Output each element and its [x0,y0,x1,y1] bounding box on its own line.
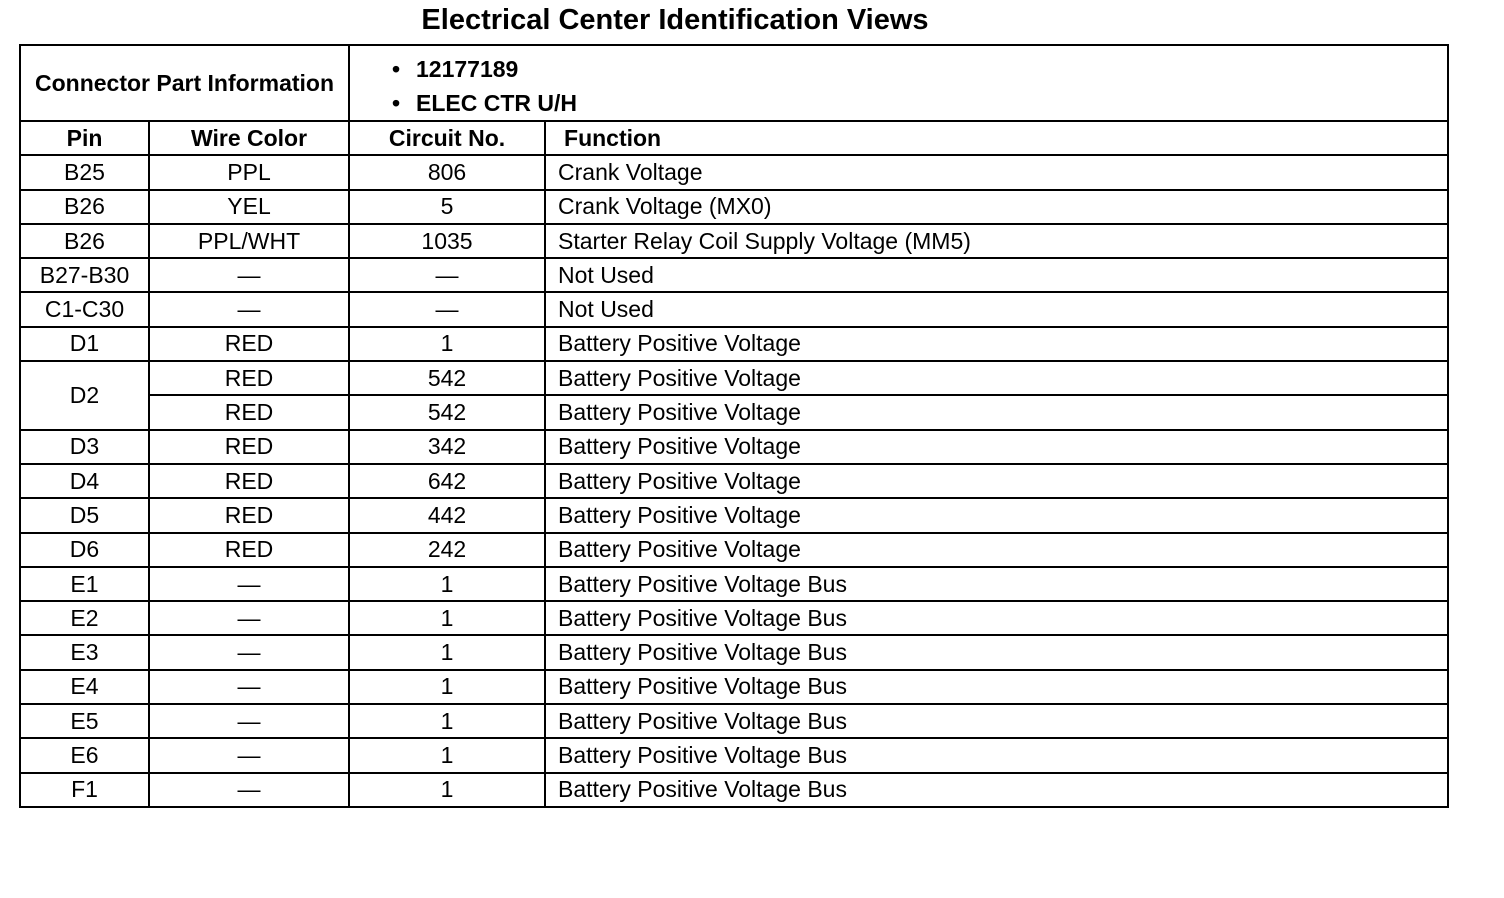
function-cell: Not Used [545,292,1448,326]
pin-cell: B25 [20,155,149,189]
function-cell: Starter Relay Coil Supply Voltage (MM5) [545,224,1448,258]
table-row [20,361,1448,395]
circuit-no-cell: 1 [349,670,545,704]
header-pin: Pin [20,121,149,155]
circuit-no-cell: — [349,292,545,326]
circuit-no-cell: 442 [349,498,545,532]
circuit-no-cell: 1 [349,327,545,361]
wire-color-cell: RED [149,327,349,361]
table-row [20,533,1448,567]
function-cell: Crank Voltage (MX0) [545,190,1448,224]
pin-cell: D2 [20,361,149,430]
pin-cell: E4 [20,670,149,704]
function-cell: Battery Positive Voltage [545,464,1448,498]
table-row [20,155,1448,189]
table-row [20,670,1448,704]
circuit-no-cell: 1 [349,567,545,601]
table-row [20,464,1448,498]
circuit-no-cell: 5 [349,190,545,224]
wire-color-cell: — [149,292,349,326]
circuit-no-cell: 806 [349,155,545,189]
circuit-no-cell: 242 [349,533,545,567]
page-title [0,4,1350,37]
function-cell: Battery Positive Voltage Bus [545,773,1448,807]
wire-color-cell: PPL [149,155,349,189]
table-row [20,430,1448,464]
wire-color-cell: — [149,670,349,704]
circuit-no-cell: 342 [349,430,545,464]
connector-pin-table [19,44,1449,808]
wire-color-cell: RED [149,361,349,395]
wire-color-cell: RED [149,395,349,429]
page-title-text: Electrical Center Identification Views [421,4,929,36]
connector-description: • ELEC CTR U/H [392,86,1447,120]
table-row [20,738,1448,772]
pin-cell: E3 [20,635,149,669]
function-cell: Battery Positive Voltage Bus [545,704,1448,738]
function-cell: Battery Positive Voltage Bus [545,738,1448,772]
wire-color-cell: — [149,773,349,807]
circuit-no-cell: 642 [349,464,545,498]
connector-info-values [349,45,1448,121]
pin-cell: B26 [20,190,149,224]
function-cell: Not Used [545,258,1448,292]
circuit-no-cell: 542 [349,361,545,395]
function-cell: Battery Positive Voltage Bus [545,670,1448,704]
function-cell: Battery Positive Voltage [545,498,1448,532]
pin-cell: D4 [20,464,149,498]
pin-cell: C1-C30 [20,292,149,326]
function-cell: Battery Positive Voltage Bus [545,635,1448,669]
pin-cell: D3 [20,430,149,464]
function-cell: Battery Positive Voltage [545,430,1448,464]
circuit-no-cell: 1035 [349,224,545,258]
pin-cell: D1 [20,327,149,361]
pin-cell: D6 [20,533,149,567]
wire-color-cell: — [149,738,349,772]
wire-color-cell: — [149,601,349,635]
table-row [20,567,1448,601]
circuit-no-cell: 1 [349,601,545,635]
function-cell: Battery Positive Voltage [545,327,1448,361]
pin-cell: E6 [20,738,149,772]
header-function: Function [545,121,1448,155]
header-wire-color: Wire Color [149,121,349,155]
wire-color-cell: — [149,704,349,738]
wire-color-cell: RED [149,464,349,498]
function-cell: Crank Voltage [545,155,1448,189]
wire-color-cell: RED [149,498,349,532]
table-row [20,292,1448,326]
header-circuit-no: Circuit No. [349,121,545,155]
connector-info-row [20,45,1448,121]
wire-color-cell: RED [149,533,349,567]
table-row [20,601,1448,635]
connector-info-label: Connector Part Information [20,45,349,121]
table-row [20,327,1448,361]
pin-cell: E1 [20,567,149,601]
pin-cell: E2 [20,601,149,635]
pin-cell: B26 [20,224,149,258]
table-row [20,498,1448,532]
wire-color-cell: — [149,567,349,601]
table-row [20,635,1448,669]
function-cell: Battery Positive Voltage Bus [545,601,1448,635]
connector-part-number: • 12177189 [392,52,1447,86]
pin-cell: F1 [20,773,149,807]
pin-cell: E5 [20,704,149,738]
function-cell: Battery Positive Voltage Bus [545,567,1448,601]
circuit-no-cell: 1 [349,635,545,669]
pin-cell: B27-B30 [20,258,149,292]
table-row [20,224,1448,258]
circuit-no-cell: 1 [349,704,545,738]
table-row [20,395,1448,429]
table-row [20,773,1448,807]
wire-color-cell: — [149,635,349,669]
table-row [20,190,1448,224]
function-cell: Battery Positive Voltage [545,533,1448,567]
circuit-no-cell: 1 [349,738,545,772]
pin-cell: D5 [20,498,149,532]
circuit-no-cell: 542 [349,395,545,429]
function-cell: Battery Positive Voltage [545,361,1448,395]
header-row [20,121,1448,155]
wire-color-cell: PPL/WHT [149,224,349,258]
wire-color-cell: RED [149,430,349,464]
circuit-no-cell: 1 [349,773,545,807]
circuit-no-cell: — [349,258,545,292]
wire-color-cell: YEL [149,190,349,224]
wire-color-cell: — [149,258,349,292]
function-cell: Battery Positive Voltage [545,395,1448,429]
table-row [20,704,1448,738]
table-row [20,258,1448,292]
